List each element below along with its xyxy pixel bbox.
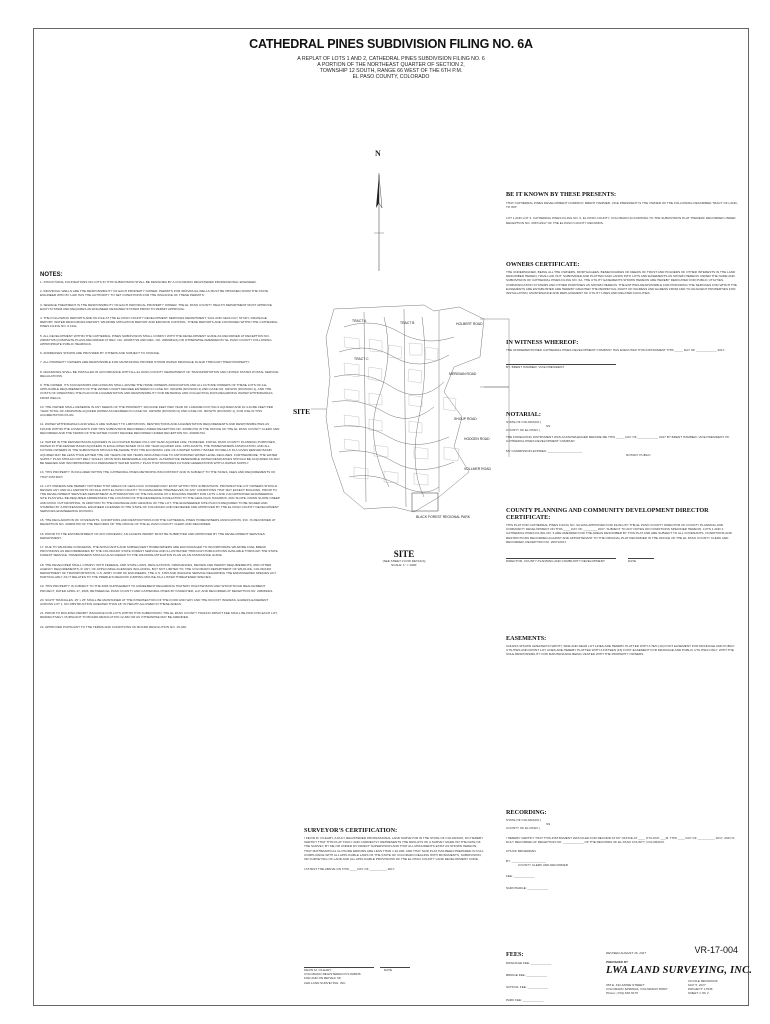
- plat-sheet: [33, 28, 753, 1006]
- notary-commission: MY COMMISSION EXPIRES: ____________________: [506, 449, 583, 454]
- note-item: 21. PRIOR TO BUILDING PERMIT ISSUANCE FOR LOTS WITHIN THIS SUBDIVISION, THE EL PASO COUNTY TRAFFIC IMPACT FEE SHALL BE PAID FOR EACH LOT, RESPECTIVELY, PURSUANT TO BOARD RESOLUTION 12-382 OR AS OTHERWISE MAY BE AMENDED.: [40, 611, 278, 620]
- note-item: 17. DUE TO WILDFIRE CONCERNS, THE APPLICANTS AND SUBSEQUENT HOMEOWNERS ARE ENCOURAGED TO INCORPORATE WILDFIRE FUEL BREAK PROVISIONS AS RECOMMENDED BY THE COLORADO STATE FOREST SERVICE AND ILLUSTRATED THROUGH PUBLICATIONS AVAILABLE THROUGH THE STATE FOREST SERVICE. HOMEOWNERS SHOULD ALSO REFER TO THE WILDFIRE MITIGATION PLAN AS AN ASSISTANCE GUIDE.: [40, 544, 278, 558]
- notary-heading: NOTARIAL:: [506, 411, 541, 418]
- surveyor-name: KEVIN M. O'LEARY: [304, 968, 332, 972]
- recording-surcharge: SURCHARGE: ____________: [506, 885, 549, 890]
- project-number: PROJECT: 17036: [688, 987, 713, 991]
- note-item: 14. LOT OWNERS ARE HEREBY NOTIFIED THAT AREAS OF GEOLOGIC CONCERN MAY EXIST WITHIN THIS SUBDIVISION. PROSPECTIVE LOT OWNERS SHOULD REVIEW ANY AND ALL REPORTS ON FILE WITH EL PASO COUNTY TO FAMILIARIZE THEMSELVES OF ANY CONDITIONS THAT MAY EFFECT BUILDING. PRIOR TO THE DEVELOPMENT SERVICES DEPARTMENT AUTHORIZATION OF THE ISSUANCE OF A BUILDING PERMIT FOR LOTS 1 AND 2 AN APPROVED ENGINEERING SITE PLAN WILL BE REQUIRED ADDRESSING THE LOCATION OF THE RESIDENCE IN RELATION TO THE GEOLOGIC HAZARDS, 20% SLOPE, DOWN SLOPE CREEP AND ROCK OUTCROPPING, IN ADDITION TO THE DRAINAGE AND GRADING OF THE LOT. THE ENGINEERED SITE PLAN IS REQUIRED TO BE SIGNED AND STAMPED BY A PROFESSIONAL ENGINEER LICENSED IN THE STATE OF COLORADO AND REVIEWED AND APPROVED BY THE EL PASO COUNTY DEVELOPMENT SERVICES ENGINEERING DIVISION.: [40, 483, 280, 513]
- notary-ss: SS: [546, 424, 551, 429]
- surveyor-date: DATE: [384, 968, 393, 972]
- county-cert-text: THIS PLAT FOR CATHEDRAL PINES FILING NO. 6A WAS APPROVED FOR FILING BY THE EL PASO COUNTY DIRECTOR OF COUNTY PLANNING AND COMMUNITY DEVELOPMENT ON THIS ____ DAY OF ________ 2017, SUBJECT TO ANY NOTES OR CONDITIONS SPECIFIED HEREON. LOTS 1 AND 2 CATHEDRAL PINES FILING NO. 6 ARE AMENDED FOR THE AREAS DESCRIBED BY THIS PLAT AND ARE SUBJECT TO ALL COVENANTS, CONDITIONS AND RESTRICTIONS RECORDED AGAINST AND APPURTENANT TO THE ORIGINAL PLAT RECORDED IN THE OFFICE OF THE EL PASO COUNTY CLERK AND RECORDER, RECEPTION NO. 206712917.: [506, 523, 732, 544]
- site-scale: SCALE: 1" = 1000': [391, 563, 417, 568]
- surveyor-for: FOR AND ON BEHALF OF: [304, 976, 342, 981]
- easements-text: UNLESS SHOWN GREATER IN WIDTH, SIDE AND REAR LOT LINES ARE HEREBY PLATTED WITH A TEN (10) FOOT EASEMENT FOR DRAINAGE AND PUBLIC UTILITIES AND FRONT LOT LINES ARE HEREBY PLATTED WITH A FIFTEEN (15) FOOT EASEMENT FOR DRAINAGE AND PUBLIC UTILITIES ONLY. WITH THE SOLE RESPONSIBILITY FOR MAINTENANCE BEING VESTED WITH THE PROPERTY OWNERS.: [506, 644, 735, 657]
- recording-deputy: COUNTY CLERK AND RECORDER: [518, 863, 568, 868]
- note-item: 3. SEWAGE TREATMENT IS THE RESPONSIBILITY OF EACH INDIVIDUAL PROPERTY OWNER. THE EL PASO COUNTY HEALTH DEPARTMENT MUST APPROVE EACH SYSTEM AND REQUIRES AN ENGINEER DESIGNED SYSTEM PRIOR TO PERMIT APPROVAL.: [40, 302, 272, 311]
- note-item: 12. WATER IN THE DENVER BASIN AQUIFERS IS ALLOCATED BASED ON A 100 YEAR AQUIFER LIFE; HOWEVER, FOR EL PASO COUNTY PLANNING PURPOSES, WATER IN THE DENVER BASIN AQUIFERS IS EVALUATED BASED ON A 300 YEAR AQUIFER LIFE. APPLICANTS, THE HOMEOWNERS ASSOCIATION, AND ALL FUTURE OWNERS IN THE SUBDIVISION SHOULD BE AWARE THAT THE ECONOMIC LIFE OF A WATER SUPPLY BASED ON WELLS IN A GIVEN DENVER BASIN AQUIFER MAY BE LESS THAN EITHER THE 100 YEARS OR 300 YEARS INDICATED DUE TO ANTICIPATED WATER LEVEL DECLINES. FURTHERMORE, THE WATER SUPPLY PLAN SHOULD NOT RELY SOLELY UPON NON-RENEWABLE AQUIFERS. ALTERNATIVE RENEWABLE WATER RESOURCES SHOULD BE ACQUIRED AS MAY BE NEEDED AND INCORPORATED IN A PERMANENT WATER SUPPLY PLAN THAT PROVIDES FUTURE GENERATIONS WITH A WATER SUPPLY.: [40, 440, 280, 466]
- note-item: 7. ALL PROPERTY OWNERS ARE RESPONSIBLE FOR MAINTAINING PROPER STORM WATER DRAINAGE IN AND THROUGH THEIR PROPERTY.: [40, 360, 250, 365]
- plat-subtitle-4: EL PASO COUNTY, COLORADO: [352, 74, 430, 80]
- recording-by: BY: ____________________: [506, 859, 547, 864]
- company-address-1: 953 E. FILLMORE STREET: [606, 983, 645, 987]
- presents-text-2: LOT 1 AND LOT 2, CATHEDRAL PINES FILING NO. 6, EL PASO COUNTY, COLORADO ACCORDING TO THE SUBDIVISION PLAT THEREOF RECORDED UNDER RECEPTION NO. 206712917 OF THE EL PASO COUNTY RECORDS.: [506, 216, 736, 225]
- fee-park: PARK FEE: ____________: [506, 997, 544, 1002]
- note-item: 19. THIS PROPERTY IS SUBJECT TO THE 2006 SUPPLEMENT TO AGREEMENT REGARDING HIGHWAY 83 EXTENSION AND SHOUP ROAD REALIGNMENT PROJECT, DATED APRIL 27, 2006, BETWEEN EL PASO COUNTY AND CATHEDRAL PINES BY KNOECHER, LLP, AND RECORDED AT RECEPTION NO. 206069321.: [40, 584, 274, 593]
- owners-text: THE UNDERSIGNED, BEING ALL THE OWNERS, MORTGAGEES, BENEFICIARIES OF DEEDS OF TRUST AND HOLDERS OF OTHER INTERESTS IN THE LAND DESCRIBED HEREIN, HAVE LAID OUT, SUBDIVIDED AND PLATTED SAID LANDS INTO LOTS AND EASEMENTS AS SHOWN HEREON UNDER THE NAME AND SUBDIVISION OF CATHEDRAL PINES FILING NO. 6A. THE UTILITY EASEMENTS SHOWN HEREON ARE HEREBY DEDICATED FOR PUBLIC UTILITIES, COMMUNICATION SYSTEMS AND OTHER PURPOSES AS SHOWN HEREON. THE ENTITIES RESPONSIBLE FOR PROVIDING THE SERVICES FOR WHICH THE EASEMENTS ARE ESTABLISHED ARE HEREBY GRANTED THE PERPETUAL RIGHT OF INGRESS AND EGRESS FROM AND TO ADJACENT PROPERTIES FOR INSTALLATION, MAINTENANCE AND REPLACEMENT OF UTILITY LINES AND RELATED FACILITIES.: [506, 270, 737, 296]
- map-label-vollmer: VOLLMER ROAD: [464, 467, 491, 471]
- note-item: 20. SIGHT TRIANGLES, 25' x 25' SHALL BE MAINTAINED AT THE INTERSECTION OF THE FOOD AND WAY AND THE 60 FOOT INGRESS, EGRESS EASEMENT ACROSS LOT 1. NO OBSTRUCTION GREATER THAN 18" IN HEIGHT ALLOWED IN THESE AREAS.: [40, 597, 269, 606]
- note-item: 15. THE DECLARATION OF COVENANTS, CONDITIONS AND RESTRICTIONS FOR THE CATHEDRAL PINES HOMEOWNERS ASSOCIATION, INC. IS RECORDED AT RECEPTION NO. 200061700 OF THE RECORDS OF THE OFFICE OF THE EL PASO COUNTY CLERK AND RECORDER.: [40, 518, 276, 527]
- note-item: 1. STRUCTURAL FOUNDATIONS ON LOTS IN THIS SUBDIVISION SHALL BE DESIGNED BY A COLORADO REGISTERED PROFESSIONAL ENGINEER.: [40, 280, 257, 284]
- note-item: 9. THE OWNER, ITS SUCCESSORS AND ASSIGNS SHALL ADVISE THE HOME OWNERS ASSOCIATION AND ALL FUTURE OWNERS OF THESE LOTS OF ALL APPLICABLE REQUIREMENTS OF THE WATER COURT DECREE ENTERED IN CASE NO. 90CW66 (DIVISION 2) AND CASE NO. 90CW15 (DIVISION 1), AND THE COSTS OF OPERATING THE PLAN FOR AUGMENTATION AND RESPONSIBILITY FOR METERING AND COLLECTING DATA REGARDING WATER WITHDRAWALS FROM WELLS.: [40, 383, 273, 400]
- title-block: [606, 945, 753, 1003]
- owners-block: [506, 261, 742, 295]
- site-caption: [334, 549, 474, 567]
- recording-state: STATE OF COLORADO ): [506, 818, 542, 822]
- surveyor-attest: I ATTEST THE ABOVE ON THIS ____ DAY OF __________ 2017.: [304, 867, 396, 872]
- site-sheet-ref: (SEE SHEET 2 FOR DETAILS): [382, 559, 426, 563]
- map-label-park: BLACK FOREST REGIONAL PARK: [416, 515, 471, 519]
- recording-ss: SS: [546, 822, 551, 827]
- notary-state: STATE OF COLORADO ): [506, 420, 542, 424]
- map-label-hodgen: HODGEN ROAD: [464, 437, 490, 441]
- note-item: 22. APPROVED PURSUANT TO THE TERMS AND CONDITIONS OF BOARD RESOLUTION NO. 16-330.: [40, 624, 187, 629]
- lwa-logo: LWA LAND SURVEYING, INC.: [606, 965, 753, 976]
- sheet-number: SHEET 1 OF 2: [688, 991, 709, 995]
- fees-block: [506, 951, 586, 1002]
- surveyor-block: [304, 827, 484, 871]
- note-item: 5. ALL DEVELOPMENT WITHIN THE CATHEDRAL PINES SUBDIVISION SHALL COMPLY WITH THE DEVELOPMENT GUIDE AS RECORDED AT RECEPTION NO. 200067728 (COMPLETE PLANS RECORDED AT REC. NO. 200067729 AND REC. NO. 208008124) OR OTHERWISE AMENDED BY EL PASO COUNTY FOLLOWING APPROPRIATE PUBLIC HEARINGS.: [40, 333, 272, 347]
- recording-text: I HEREBY CERTIFY THAT THIS INSTRUMENT WAS FILED FOR RECORD AT MY OFFICE AT ____ O'CLOCK ___M. THIS ____ DAY OF __________ 2017, AND IS DULY RECORDED AT RECEPTION NO. ____________ OF THE RECORDS OF EL PASO COUNTY, COLORADO.: [506, 835, 735, 844]
- surveyor-reg: COLORADO REGISTERED PLS #26836: [304, 972, 361, 977]
- witness-block: [506, 339, 738, 369]
- file-revisions: CP-FILE REVISIONS: [688, 979, 718, 983]
- map-site-label: SITE: [293, 407, 311, 416]
- plat-subtitle-1: A REPLAT OF LOTS 1 AND 2, CATHEDRAL PINES SUBDIVISION FILING NO. 6: [297, 56, 485, 62]
- recording-heading: RECORDING:: [506, 809, 547, 816]
- notary-public: NOTARY PUBLIC: [626, 453, 651, 458]
- revised-date: REVISED AUGUST 16, 2017: [606, 951, 647, 955]
- easements-block: [506, 635, 742, 657]
- surveyor-company: LWA LAND SURVEYING, INC.: [304, 980, 347, 985]
- company-phone: Phone: (719) 636-5179: [606, 991, 638, 995]
- county-cert-heading: COUNTY PLANNING AND COMMUNITY DEVELOPMENT DIRECTOR CERTIFICATE:: [506, 507, 709, 521]
- fees-heading: FEES:: [506, 951, 524, 958]
- vicinity-map: [293, 297, 514, 543]
- north-arrow-icon: [364, 153, 394, 273]
- note-item: 18. THE DEVELOPER SHALL COMPLY WITH FEDERAL AND STATE LAWS, REGULATIONS, ORDINANCES, REVIEW AND PERMIT REQUIREMENTS, AND OTHER AGENCY REQUIREMENTS, IF ANY, OF APPLICABLE AGENCIES INCLUDING, BUT NOT LIMITED TO, THE COLORADO DEPARTMENT OF WILDLIFE, COLORADO DEPARTMENT OF TRANSPORTATION, U.S. ARMY CORP OF ENGINEERS, THE U.S. FISH AND WILDLIFE SERVICE REGARDING THE ENDANGERED SPECIES ACT, PARTICULARLY AS IT RELATES TO THE PREBLE'S MEADOW JUMPING MOUSE AS A LISTED THREATENED SPECIES.: [40, 562, 277, 580]
- easements-heading: EASEMENTS:: [506, 635, 547, 642]
- presents-block: [506, 191, 738, 225]
- site-title: SITE: [393, 549, 415, 559]
- recording-fee: FEE: ____________: [506, 873, 535, 878]
- note-item: 2. INDIVIDUAL WELLS ARE THE RESPONSIBILITY OF EACH PROPERTY OWNER. PERMITS FOR INDIVIDUAL WELLS MUST BE OBTAINED FROM THE STATE ENGINEER WHO BY LAW HAS THE AUTHORITY TO SET CONDITIONS FOR THE ISSUANCE OF THESE PERMITS.: [40, 289, 269, 298]
- witness-text: THE AFOREMENTIONED CATHEDRAL PINES DEVELOPMENT COMPANY HAS EXECUTED THIS INSTRUMENT THIS _____ DAY OF ____________ 2017.: [506, 348, 726, 352]
- plat-subtitle-2: A PORTION OF THE NORTHEAST QUARTER OF SECTION 2,: [317, 62, 465, 68]
- plat-title: CATHEDRAL PINES SUBDIVISION FILING NO. 6A: [249, 37, 533, 51]
- note-item: 11. WATER WITHDRAWALS AND WELLS ARE SUBJECT TO LIMITATIONS, RESTRICTIONS AND AUGMENTATION REQUIREMENTS AND RESPONSIBILITIES AS FOUND WITHIN THE COVENANTS FOR THIS SUBDIVISION RECORDED UNDER RECEPTION NO. 200061700 IN THE OFFICE OF THE EL PASO COUNTY CLERK AND RECORDER AND THE TERMS OF THE WATER COURT DECREE RECORDED UNDER RECEPTION NO. 200061702.: [40, 422, 280, 435]
- plat-subtitle-3: TOWNSHIP 12 SOUTH, RANGE 66 WEST OF THE 6TH P.M.: [319, 68, 463, 74]
- note-item: 8. MAILBOXES SHALL BE INSTALLED IN ACCORDANCE WITH ALL EL PASO COUNTY DEPARTMENT OF TRANSPORTATION AND UNITED STATES POSTAL SERVICE REGULATIONS.: [40, 369, 279, 378]
- map-label-tract-c: TRACT C: [354, 357, 369, 361]
- map-label-tract-b: TRACT B: [400, 321, 415, 325]
- map-label-holbert: HOLBERT ROAD: [456, 322, 483, 326]
- recording-block: [506, 809, 738, 890]
- fee-bridge: BRIDGE FEE: ____________: [506, 973, 548, 978]
- surveyor-heading: SURVEYOR'S CERTIFICATION:: [304, 827, 398, 834]
- drawing-number: VR-17-004: [694, 945, 738, 955]
- recording-county: COUNTY OF EL PASO ): [506, 826, 540, 831]
- county-cert-date: DATE: [628, 559, 637, 564]
- plat-date: MAY 5, 2017: [688, 983, 706, 987]
- fee-school: SCHOOL FEE: ____________: [506, 985, 549, 990]
- note-item: 4. THE FOLLOWING REPORTS ARE ON FILE AT THE EL PASO COUNTY DEVELOPMENT SERVICES DEPARTMENT: SOIL AND GEOLOGY STUDY, DRAINAGE REPORT, WATER RESOURCES REPORT, WILDFIRE MITIGATION REPORT AND EROSION CONTROL. THESE REPORTS ARE CONTAINED WITHIN THE CATHEDRAL PINES FILING NO. 6 FILE.: [40, 316, 278, 329]
- county-cert-signature: DIRECTOR, COUNTY PLANNING AND COMMUNITY DEVELOPMENT: [506, 559, 605, 564]
- map-label-shoup: SHOUP ROAD: [454, 417, 477, 421]
- north-label: N: [375, 149, 381, 158]
- owners-heading: OWNERS CERTIFICATE:: [506, 261, 580, 268]
- surveyor-text: I KEVIN M. O'LEARY, A DULY REGISTERED PROFESSIONAL LAND SURVEYOR IN THE STATE OF COLORADO, DO HEREBY CERTIFY THAT THIS PLAT TRULY AND CORRECTLY REPRESENTS THE RESULTS OF A SURVEY MADE ON THE DATE OF THE SURVEY, BY ME OR UNDER MY DIRECT SUPERVISION AND THAT ALL MONUMENTS EXIST AS SHOWN HEREON; THAT MATHEMATICAL CLOSURE ERRORS ARE LESS THAN 1:10,000; AND THAT SAID PLAT HAS BEEN PREPARED IN FULL COMPLIANCE WITH ALL APPLICABLE LAWS OF THE STATE OF COLORADO DEALING WITH MONUMENTS, SUBDIVISION, OR SURVEYING OF LAND AND ALL APPLICABLE PROVISIONS OF THE EL PASO COUNTY LAND DEVELOPMENT CODE.: [304, 836, 484, 862]
- notes-heading: NOTES:: [40, 272, 63, 278]
- fee-drainage: DRAINAGE FEE: ____________: [506, 961, 552, 965]
- notary-county: COUNTY OF EL PASO ): [506, 428, 540, 433]
- surveyor-signature: [304, 967, 484, 985]
- presents-heading: BE IT KNOWN BY THESE PRESENTS:: [506, 191, 617, 198]
- map-label-meridian: MERIDIAN ROAD: [449, 372, 477, 376]
- note-item: 10. THE OWNER SHALL RESERVE IN ANY DEEDS OF THE PROPERTY 184 ACRE FEET PER YEAR OF LARAMIE FOX HILLS AQUIFER AND 10.4 ACRE FEET PER YEAR TOTAL OF ARAPAHOE AQUIFER WATER AS DECREED IN CASE NO. 90CW66 (DIVISION 2) AND CASE NO. 90CW75 (DIVISION 1), FOR USE IN THIS AUGMENTATION PLAN.: [40, 404, 274, 418]
- note-item: 16. PRIOR TO THE ESTABLISHMENT OF ANY DRIVEWAY, AN ACCESS PERMIT MUST BE SUBMITTED AND APPROVED BY THE DEVELOPMENT SERVICES DEPARTMENT.: [40, 531, 265, 540]
- company-address-2: COLORADO SPRINGS, COLORADO 80907: [606, 987, 668, 991]
- witness-by: BY: BRENT HAMMER, VICE PRESIDENT: [506, 365, 565, 370]
- notary-text: THE FOREGOING INSTRUMENT WAS ACKNOWLEDGED BEFORE ME THIS _____ DAY OF ____________ 2017 BY BRENT HAMMER, VICE PRESIDENT OF CATHEDRAL PINES DEVELOPMENT COMPANY.: [506, 434, 730, 443]
- presents-text-1: THAT CATHEDRAL PINES DEVELOPMENT COMPANY, BRENT HAMMER, VICE PRESIDENT IS THE OWNER OF THE FOLLOWING DESCRIBED TRACT OF LAND, TO WIT:: [506, 201, 738, 210]
- recording-clerk: CHUCK BROERMAN: [506, 849, 536, 854]
- note-item: 13. THIS PROPERTY IS INCLUDED WITHIN THE CATHEDRAL PINES METROPOLITAN DISTRICT AND IS SUBJECT TO THE TAXES, FEES AND REQUIREMENTS OF THAT DISTRICT.: [40, 470, 276, 479]
- notes-block: [40, 272, 290, 634]
- map-label-tract-a: TRACT A: [352, 319, 367, 323]
- note-item: 6. ADDRESSES SHOWN ARE PROVIDED BY OTHERS AND SUBJECT TO CHANGE.: [40, 351, 160, 356]
- prepared-by: PREPARED BY: [606, 960, 629, 964]
- notary-block: [506, 411, 738, 457]
- witness-heading: IN WITNESS WHEREOF:: [506, 339, 579, 346]
- county-cert-block: [506, 507, 742, 563]
